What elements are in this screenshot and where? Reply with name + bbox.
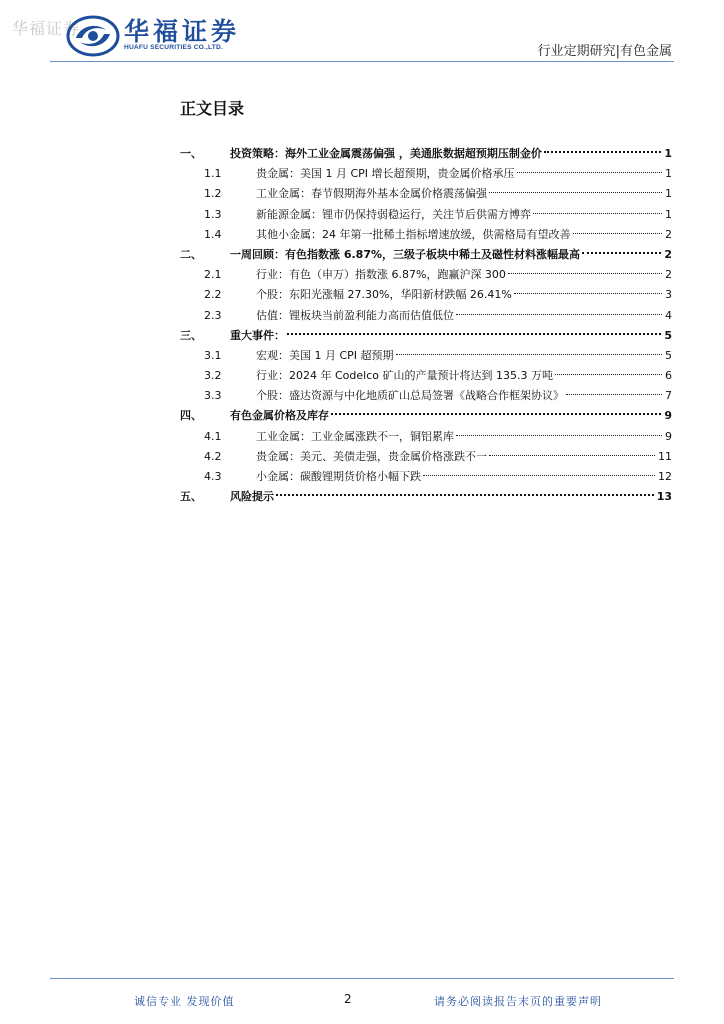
toc-entry[interactable] — [180, 447, 672, 467]
toc-entry-title: 个股：盛达资源与中化地质矿山总局签署《战略合作框架协议》 — [256, 389, 564, 403]
toc-entry-page: 2 — [664, 247, 672, 261]
toc-entry-number: 2.2 — [204, 288, 222, 302]
toc-entry-number: 1.2 — [204, 187, 222, 201]
toc-entry[interactable] — [180, 184, 672, 204]
toc-entry-page: 9 — [665, 429, 672, 443]
toc-entry[interactable] — [180, 346, 672, 366]
toc-entry-page: 1 — [665, 167, 672, 181]
toc-entry[interactable] — [180, 306, 672, 326]
toc-entry-number: 3.2 — [204, 369, 222, 383]
dot-leader — [566, 394, 662, 395]
toc-entry[interactable] — [180, 144, 672, 164]
toc-entry-page: 4 — [665, 308, 672, 322]
toc-entry[interactable] — [180, 225, 672, 245]
dot-leader — [331, 413, 661, 415]
toc-entry-title: 行业：有色（申万）指数涨 6.87%，跑赢沪深 300 — [256, 268, 506, 282]
toc-entry-title: 个股：东阳光涨幅 27.30%，华阳新材跌幅 26.41% — [256, 288, 512, 302]
toc-entry-title: 其他小金属：24 年第一批稀土指标增速放缓，供需格局有望改善 — [256, 227, 571, 241]
toc-entry-page: 6 — [665, 369, 672, 383]
dot-leader — [508, 273, 662, 274]
dot-leader — [456, 435, 662, 436]
dot-leader — [423, 475, 655, 476]
dot-leader — [573, 233, 663, 234]
toc-entry-number: 1.3 — [204, 207, 222, 221]
dot-leader — [489, 455, 655, 456]
toc-entry-page: 2 — [665, 268, 672, 282]
toc-entry-title: 小金属：碳酸锂期货价格小幅下跌 — [256, 470, 421, 483]
toc-entry-number: 四、 — [180, 409, 202, 423]
toc-title: 正文目录 — [180, 99, 245, 118]
footer-disclaimer: 请务必阅读报告末页的重要声明 — [434, 995, 602, 1008]
toc-entry-title: 工业金属：春节假期海外基本金属价格震荡偏强 — [256, 187, 487, 201]
toc-entry-title: 有色金属价格及库存 — [230, 409, 329, 423]
dot-leader — [582, 252, 661, 254]
toc-entry-number: 一、 — [180, 147, 202, 160]
toc-entry-page: 12 — [658, 470, 672, 483]
toc-entry-title: 风险提示 — [230, 490, 274, 504]
toc-entry-number: 2.3 — [204, 308, 222, 322]
toc-entry-page: 2 — [665, 227, 672, 241]
toc-entry-page: 5 — [664, 328, 672, 342]
toc-entry[interactable] — [180, 366, 672, 386]
toc-entry-number: 4.2 — [204, 449, 222, 463]
dot-leader — [514, 293, 662, 294]
toc-entry[interactable] — [180, 245, 672, 265]
watermark-text: 华福证券 — [12, 19, 81, 38]
toc-entry-title: 估值：锂板块当前盈利能力高而估值低位 — [256, 308, 454, 322]
toc-entry-number: 3.3 — [204, 389, 222, 403]
footer-slogan: 诚信专业 发现价值 — [134, 995, 235, 1008]
dot-leader — [489, 192, 662, 193]
toc-entry[interactable] — [180, 406, 672, 426]
report-type-label: 行业定期研究|有色金属 — [537, 44, 672, 59]
toc-entry-number: 1.4 — [204, 227, 222, 241]
toc-entry[interactable] — [180, 427, 672, 447]
dot-leader — [456, 314, 662, 315]
toc-entry-number: 3.1 — [204, 348, 222, 362]
toc-entry-number: 二、 — [180, 247, 202, 261]
dot-leader — [544, 151, 662, 153]
dot-leader — [517, 172, 662, 173]
dot-leader — [555, 374, 662, 375]
table-of-contents — [180, 144, 672, 507]
toc-entry-title: 投资策略：海外工业金属震荡偏强 ，美通胀数据超预期压制金价 — [230, 147, 542, 160]
toc-entry-title: 一周回顾：有色指数涨 6.87%，三级子板块中稀土及磁性材料涨幅最高 — [230, 247, 580, 261]
toc-entry-number: 4.1 — [204, 429, 222, 443]
footer-divider — [50, 978, 674, 979]
toc-entry[interactable] — [180, 205, 672, 225]
toc-entry-page: 13 — [656, 490, 672, 504]
toc-entry-number: 4.3 — [204, 470, 222, 483]
toc-entry[interactable] — [180, 285, 672, 305]
toc-entry-number: 2.1 — [204, 268, 222, 282]
toc-entry[interactable] — [180, 326, 672, 346]
dot-leader — [396, 354, 662, 355]
toc-entry[interactable] — [180, 386, 672, 406]
toc-entry-title: 重大事件： — [230, 328, 285, 342]
toc-entry-title: 行业：2024 年 Codelco 矿山的产量预计将达到 135.3 万吨 — [256, 369, 553, 383]
toc-entry[interactable] — [180, 265, 672, 285]
toc-entry-page: 1 — [665, 187, 672, 201]
logo-english-name: HUAFU SECURITIES CO.,LTD. — [124, 44, 224, 51]
toc-entry-page: 3 — [665, 288, 672, 302]
toc-entry-title: 宏观：美国 1 月 CPI 超预期 — [256, 348, 394, 362]
toc-entry-number: 三、 — [180, 328, 202, 342]
toc-entry-page: 7 — [665, 389, 672, 403]
toc-entry[interactable] — [180, 164, 672, 184]
toc-entry-number: 1.1 — [204, 167, 222, 181]
toc-entry-number: 五、 — [180, 490, 202, 504]
toc-entry[interactable] — [180, 467, 672, 487]
toc-entry-page: 1 — [665, 207, 672, 221]
toc-entry-title: 工业金属：工业金属涨跌不一，铜铝累库 — [256, 429, 454, 443]
toc-entry-page: 1 — [664, 147, 672, 160]
dot-leader — [276, 494, 654, 496]
toc-entry-title: 贵金属：美元、美债走强，贵金属价格涨跌不一 — [256, 449, 487, 463]
toc-entry-page: 11 — [658, 449, 672, 463]
dot-leader — [533, 213, 662, 214]
toc-entry[interactable] — [180, 487, 672, 507]
logo-chinese-name: 华福证券 — [124, 17, 241, 46]
toc-entry-page: 9 — [664, 409, 672, 423]
toc-entry-title: 贵金属：美国 1 月 CPI 增长超预期，贵金属价格承压 — [256, 167, 515, 181]
dot-leader — [287, 333, 661, 335]
header-divider — [50, 61, 674, 62]
toc-entry-page: 5 — [665, 348, 672, 362]
huafu-logo-icon — [66, 14, 120, 58]
toc-entry-title: 新能源金属：锂市仍保持弱稳运行，关注节后供需方博弈 — [256, 207, 531, 221]
page-number: 2 — [344, 992, 352, 1006]
